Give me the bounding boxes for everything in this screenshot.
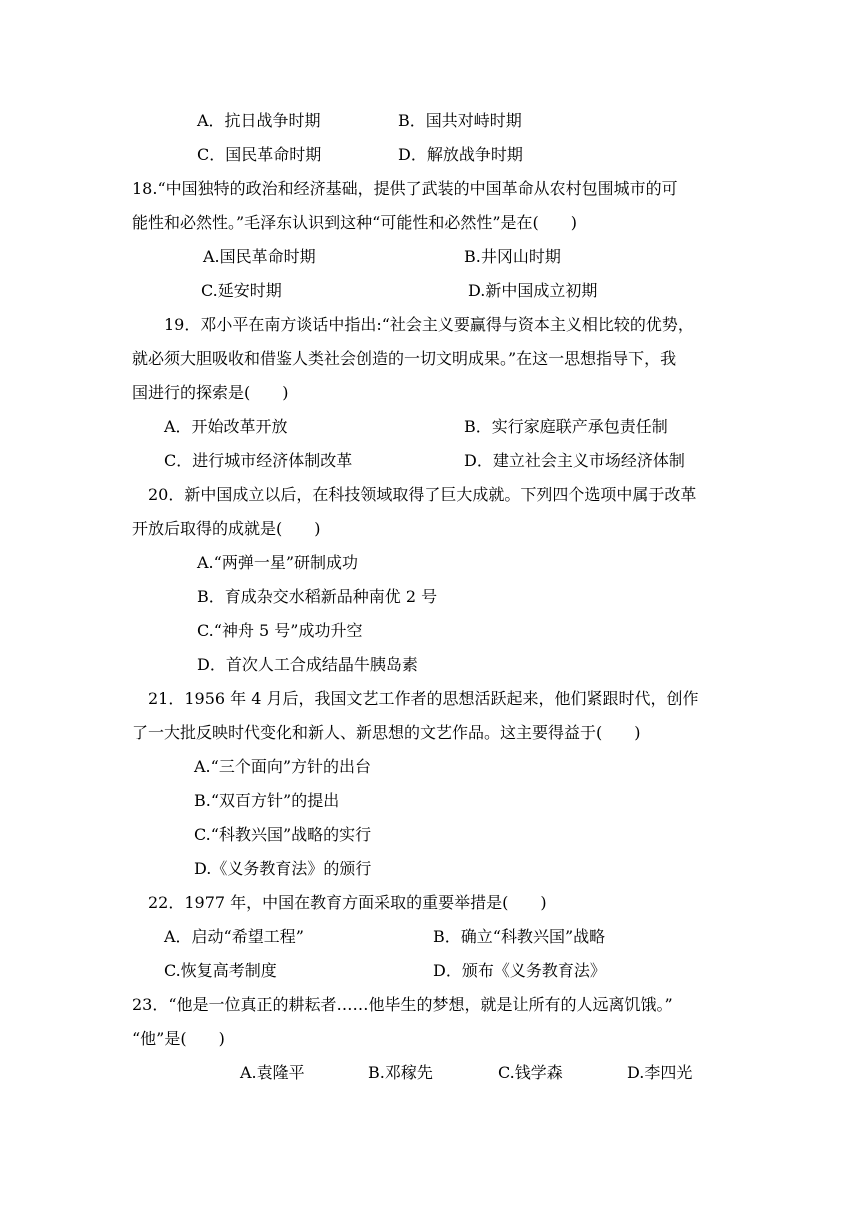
q17-option-a: A．抗日战争时期 xyxy=(197,111,321,130)
q20-option-a: A.“两弹一星”研制成功 xyxy=(197,553,359,572)
q17-option-b: B．国共对峙时期 xyxy=(398,111,522,130)
q23-option-c: C.钱学森 xyxy=(498,1063,563,1082)
q18-stem-line2: 能性和必然性。”毛泽东认识到这种“可能性和必然性”是在( ) xyxy=(132,213,578,232)
q23-stem-line1: 23．“他是一位真正的耕耘者……他毕生的梦想，就是让所有的人远离饥饿。” xyxy=(132,995,673,1014)
q21-stem-line2: 了一大批反映时代变化和新人、新思想的文艺作品。这主要得益于( ) xyxy=(132,723,641,742)
q22-stem: 22．1977 年，中国在教育方面采取的重要举措是( ) xyxy=(148,893,547,912)
q22-option-d: D．颁布《义务教育法》 xyxy=(433,961,606,980)
q18-option-d: D.新中国成立初期 xyxy=(468,281,598,300)
q21-option-c: C.“科教兴国”战略的实行 xyxy=(194,825,372,844)
q23-option-a: A.袁隆平 xyxy=(240,1063,305,1082)
q21-option-d: D.《义务教育法》的颁行 xyxy=(194,859,372,878)
q20-stem-line2: 开放后取得的成就是( ) xyxy=(132,519,321,538)
q18-option-b: B.井冈山时期 xyxy=(464,247,561,266)
q22-option-b: B．确立“科教兴国”战略 xyxy=(433,927,606,946)
q19-stem-line3: 国进行的探索是( ) xyxy=(132,383,289,402)
q23-option-b: B.邓稼先 xyxy=(368,1063,433,1082)
q18-option-a: A.国民革命时期 xyxy=(203,247,316,266)
q18-stem-line1: 18.“中国独特的政治和经济基础，提供了武装的中国革命从农村包围城市的可 xyxy=(132,179,678,198)
q19-stem-line1: 19．邓小平在南方谈话中指出:“社会主义要赢得与资本主义相比较的优势， xyxy=(164,315,694,334)
q23-stem-line2: “他”是( ) xyxy=(132,1029,225,1048)
q20-stem-line1: 20．新中国成立以后，在科技领域取得了巨大成就。下列四个选项中属于改革 xyxy=(148,485,697,504)
q17-option-d: D．解放战争时期 xyxy=(398,145,523,164)
q19-option-a: A．开始改革开放 xyxy=(164,417,288,436)
q19-option-c: C．进行城市经济体制改革 xyxy=(164,451,353,470)
q20-option-c: C.“神舟 5 号”成功升空 xyxy=(197,621,363,640)
q22-option-c: C.恢复高考制度 xyxy=(164,961,277,980)
q17-option-c: C．国民革命时期 xyxy=(197,145,322,164)
q19-option-b: B．实行家庭联产承包责任制 xyxy=(464,417,668,436)
q18-option-c: C.延安时期 xyxy=(201,281,282,300)
q20-option-b: B．育成杂交水稻新品种南优 2 号 xyxy=(197,587,438,606)
q19-stem-line2: 就必须大胆吸收和借鉴人类社会创造的一切文明成果。”在这一思想指导下，我 xyxy=(132,349,677,368)
q22-option-a: A．启动“希望工程” xyxy=(164,927,304,946)
q21-stem-line1: 21．1956 年 4 月后，我国文艺工作者的思想活跃起来，他们紧跟时代，创作 xyxy=(148,689,699,708)
q21-option-b: B.“双百方针”的提出 xyxy=(194,791,340,810)
q20-option-d: D．首次人工合成结晶牛胰岛素 xyxy=(197,655,418,674)
q19-option-d: D．建立社会主义市场经济体制 xyxy=(464,451,685,470)
q23-option-d: D.李四光 xyxy=(627,1063,693,1082)
q21-option-a: A.“三个面向”方针的出台 xyxy=(194,757,372,776)
